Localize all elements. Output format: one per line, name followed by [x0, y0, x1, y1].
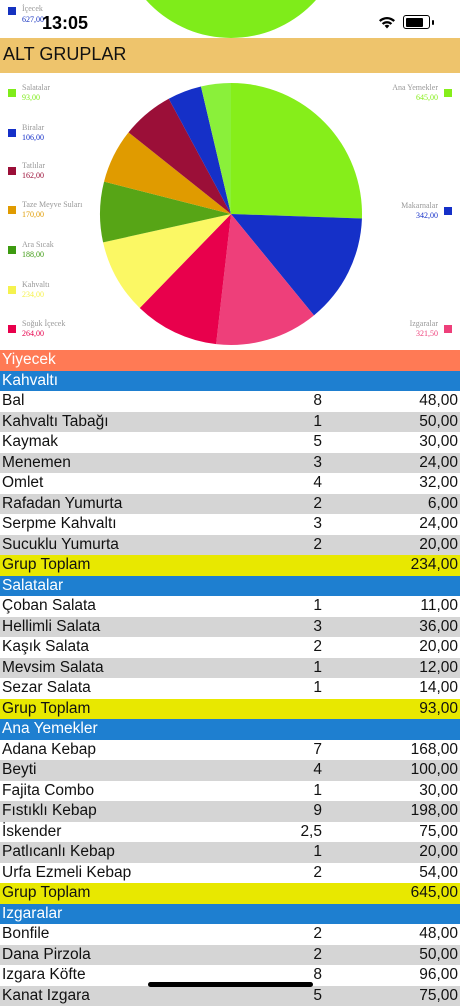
battery-icon: [403, 15, 430, 29]
legend-swatch: [444, 325, 452, 333]
legend-text: [22, 240, 54, 260]
legend-swatch: [8, 325, 16, 333]
legend-text: [401, 201, 438, 221]
row-name: Yiyecek: [2, 350, 56, 371]
row-amount: 50,00: [419, 412, 458, 433]
table-row: [0, 391, 460, 412]
row-amount: 20,00: [419, 535, 458, 556]
row-amount: 50,00: [419, 945, 458, 966]
row-qty: 8: [313, 391, 322, 412]
legend-value: 170,00: [22, 210, 82, 220]
table-row: [0, 473, 460, 494]
row-amount: 24,00: [419, 514, 458, 535]
row-amount: 48,00: [419, 391, 458, 412]
row-qty: 1: [313, 596, 322, 617]
row-qty: 1: [313, 842, 322, 863]
table-row: [0, 740, 460, 761]
wifi-icon: [378, 16, 396, 29]
legend-label: Salatalar: [22, 83, 50, 92]
table-row: [0, 412, 460, 433]
legend-swatch: [8, 286, 16, 294]
row-name: Bal: [2, 391, 24, 412]
row-amount: 11,00: [420, 596, 458, 617]
row-name: Salatalar: [2, 576, 63, 597]
legend-text: [22, 280, 50, 300]
legend-value: 342,00: [401, 211, 438, 221]
row-name: Hellimli Salata: [2, 617, 100, 638]
row-qty: 2: [313, 494, 322, 515]
row-amount: 24,00: [419, 453, 458, 474]
legend-text: [22, 200, 82, 220]
legend-value: 234,00: [22, 290, 50, 300]
row-amount: 645,00: [411, 883, 458, 904]
row-qty: 4: [313, 473, 322, 494]
row-qty: 2: [313, 945, 322, 966]
table-row: [0, 945, 460, 966]
group-row: [0, 371, 460, 392]
home-indicator: [148, 982, 313, 987]
table-row: [0, 863, 460, 884]
legend-label: Ara Sıcak: [22, 240, 54, 249]
row-name: Izgara Köfte: [2, 965, 86, 986]
table-row: [0, 842, 460, 863]
row-name: Kahvaltı Tabağı: [2, 412, 109, 433]
row-name: Sezar Salata: [2, 678, 91, 699]
battery-tip: [432, 20, 434, 25]
row-name: Izgaralar: [2, 904, 62, 925]
row-name: Patlıcanlı Kebap: [2, 842, 115, 863]
legend-label: Soğuk İçecek: [22, 319, 65, 328]
row-amount: 168,00: [411, 740, 458, 761]
table-row: [0, 781, 460, 802]
row-qty: 3: [313, 514, 322, 535]
row-qty: 5: [313, 986, 322, 1006]
row-name: Kahvaltı: [2, 371, 58, 392]
table-row: [0, 514, 460, 535]
row-qty: 2,5: [300, 822, 322, 843]
legend-text: [22, 161, 45, 181]
pie-slice: [231, 83, 362, 218]
status-time: 13:05: [42, 13, 88, 34]
row-amount: 12,00: [419, 658, 458, 679]
row-amount: 96,00: [419, 965, 458, 986]
table-row: [0, 658, 460, 679]
row-amount: 6,00: [428, 494, 458, 515]
sales-table: [0, 350, 460, 1006]
row-amount: 75,00: [419, 822, 458, 843]
header-title: ALT GRUPLAR: [3, 44, 126, 65]
legend-label: Izgaralar: [410, 319, 438, 328]
legend-text: [410, 319, 438, 339]
table-row: [0, 760, 460, 781]
status-bar: [0, 0, 460, 38]
legend-value: 188,00: [22, 250, 54, 260]
legend-swatch: [444, 89, 452, 97]
row-qty: 3: [313, 453, 322, 474]
legend-label: Tatlılar: [22, 161, 45, 170]
row-qty: 7: [313, 740, 322, 761]
row-name: İskender: [2, 822, 61, 843]
row-name: Dana Pirzola: [2, 945, 91, 966]
row-amount: 14,00: [419, 678, 458, 699]
row-amount: 20,00: [419, 842, 458, 863]
table-row: [0, 432, 460, 453]
legend-text: [392, 83, 438, 103]
row-qty: 9: [313, 801, 322, 822]
row-name: Fajita Combo: [2, 781, 94, 802]
legend-swatch: [8, 206, 16, 214]
row-qty: 1: [313, 658, 322, 679]
row-name: Grup Toplam: [2, 699, 90, 720]
row-name: Beyti: [2, 760, 36, 781]
table-row: [0, 535, 460, 556]
chart-area: [0, 73, 460, 349]
row-name: Mevsim Salata: [2, 658, 104, 679]
table-row: [0, 801, 460, 822]
legend-label: Taze Meyve Suları: [22, 200, 82, 209]
row-amount: 100,00: [411, 760, 458, 781]
legend-text: [22, 319, 65, 339]
group-total-row: [0, 555, 460, 576]
row-amount: 36,00: [419, 617, 458, 638]
table-row: [0, 637, 460, 658]
legend-label: Makarnalar: [401, 201, 438, 210]
legend-swatch: [444, 207, 452, 215]
row-amount: 75,00: [419, 986, 458, 1006]
row-name: Ana Yemekler: [2, 719, 98, 740]
legend-label: Biralar: [22, 123, 44, 132]
group-total-row: [0, 699, 460, 720]
legend-swatch: [8, 167, 16, 175]
table-row: [0, 617, 460, 638]
row-amount: 93,00: [419, 699, 458, 720]
row-qty: 1: [313, 781, 322, 802]
row-amount: 234,00: [411, 555, 458, 576]
row-qty: 2: [313, 535, 322, 556]
legend-value: 321,50: [410, 329, 438, 339]
section-header: [0, 38, 460, 73]
row-name: Omlet: [2, 473, 43, 494]
row-name: Rafadan Yumurta: [2, 494, 122, 515]
group-total-row: [0, 883, 460, 904]
row-name: Menemen: [2, 453, 71, 474]
row-qty: 1: [313, 678, 322, 699]
row-qty: 3: [313, 617, 322, 638]
row-name: Adana Kebap: [2, 740, 96, 761]
row-amount: 30,00: [419, 781, 458, 802]
row-name: Kanat Izgara: [2, 986, 90, 1006]
legend-value: 645,00: [392, 93, 438, 103]
row-amount: 20,00: [419, 637, 458, 658]
legend-value: 106,00: [22, 133, 44, 143]
table-row: [0, 453, 460, 474]
group-row: [0, 719, 460, 740]
row-name: Bonfile: [2, 924, 49, 945]
row-amount: 48,00: [419, 924, 458, 945]
category-row: [0, 350, 460, 371]
legend-swatch: [8, 89, 16, 97]
row-amount: 30,00: [419, 432, 458, 453]
row-amount: 32,00: [419, 473, 458, 494]
row-name: Urfa Ezmeli Kebap: [2, 863, 131, 884]
legend-value: 264,00: [22, 329, 65, 339]
row-name: Grup Toplam: [2, 555, 90, 576]
row-name: Grup Toplam: [2, 883, 90, 904]
table-row: [0, 494, 460, 515]
legend-label: Ana Yemekler: [392, 83, 438, 92]
table-row: [0, 924, 460, 945]
legend-text: [22, 83, 50, 103]
row-name: Kaşık Salata: [2, 637, 89, 658]
table-row: [0, 822, 460, 843]
row-amount: 54,00: [419, 863, 458, 884]
table-row: [0, 596, 460, 617]
group-row: [0, 904, 460, 925]
legend-label: İçecek: [22, 4, 43, 13]
group-row: [0, 576, 460, 597]
status-icons: [378, 15, 434, 29]
legend-value: 162,00: [22, 171, 45, 181]
row-amount: 198,00: [411, 801, 458, 822]
row-qty: 4: [313, 760, 322, 781]
row-qty: 2: [313, 863, 322, 884]
row-name: Fıstıklı Kebap: [2, 801, 97, 822]
legend-text: [22, 123, 44, 143]
row-name: Kaymak: [2, 432, 58, 453]
table-row: [0, 678, 460, 699]
legend-swatch: [8, 129, 16, 137]
row-qty: 2: [313, 637, 322, 658]
legend-swatch: [8, 246, 16, 254]
row-name: Serpme Kahvaltı: [2, 514, 117, 535]
legend-value: 93,00: [22, 93, 50, 103]
row-name: Sucuklu Yumurta: [2, 535, 119, 556]
legend-label: Kahvaltı: [22, 280, 50, 289]
legend-value: 627,00: [22, 15, 44, 24]
row-qty: 2: [313, 924, 322, 945]
row-qty: 8: [313, 965, 322, 986]
row-qty: 5: [313, 432, 322, 453]
row-name: Çoban Salata: [2, 596, 96, 617]
row-qty: 1: [313, 412, 322, 433]
